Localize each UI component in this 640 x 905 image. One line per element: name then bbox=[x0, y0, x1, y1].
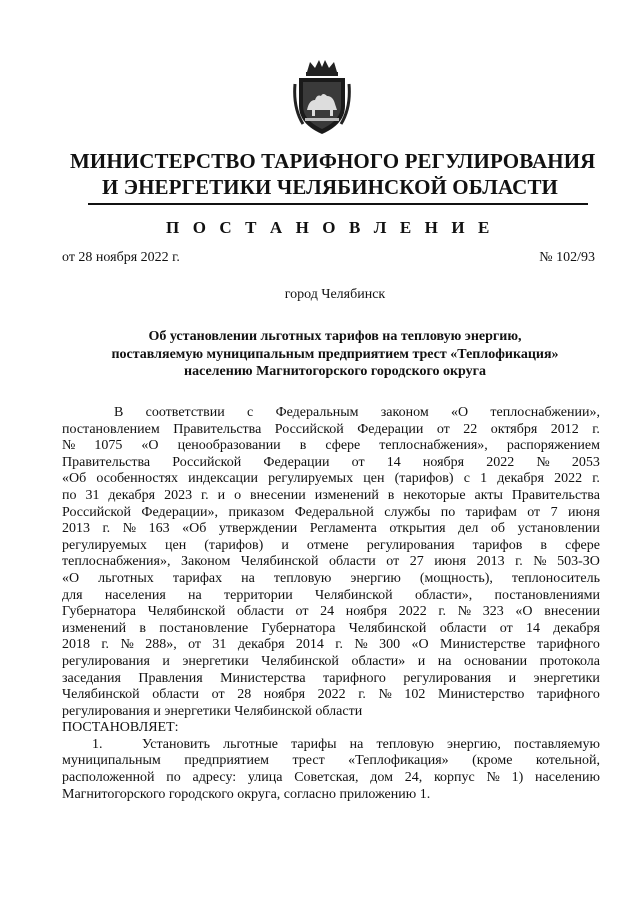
text-line: Правительства Российской Федерации от 14 ноября 2022 № 2053 bbox=[62, 454, 600, 470]
text-line: 2018 г. № 288», от 31 декабря 2014 г. № 300 «О Министерстве тарифного bbox=[62, 637, 600, 653]
subject-line-1: Об установлении льготных тарифов на тепловую энергию, bbox=[148, 329, 522, 344]
text-line: регулирования и энергетики Челябинской области» и на основании протокола bbox=[62, 653, 600, 669]
text-line: заседания Правления Министерства тарифного регулирования и энергетики bbox=[62, 670, 600, 686]
text-line: изменений в постановление Губернатора Челябинской области от 14 декабря bbox=[62, 620, 600, 636]
preamble-paragraph bbox=[62, 405, 600, 720]
text-line: 1. Установить льготные тарифы на тепловую энергию, поставляемую bbox=[92, 736, 600, 752]
text-line: «Об особенностях индексации регулируемых цен (тарифов) с 1 декабря 2022 г. bbox=[62, 471, 600, 487]
document-body bbox=[62, 405, 600, 803]
text-line: «О льготных тарифах на тепловую энергию (мощность), теплоноситель bbox=[62, 570, 600, 586]
ministry-name-line-1: МИНИСТЕРСТВО ТАРИФНОГО РЕГУЛИРОВАНИЯ bbox=[70, 149, 596, 173]
text-line: Российской Федерации», приказом Федеральной службы по тарифам от 7 июня bbox=[62, 504, 600, 520]
text-line: 2013 г. № 163 «Об утверждении Регламента открытия дел об установлении bbox=[62, 521, 600, 537]
text-line: по 31 декабря 2023 г. и о внесении изменений в некоторые акты Правительства bbox=[62, 487, 600, 503]
item-number: 1. bbox=[92, 736, 103, 752]
text-line: регулируемых цен (тарифов) и отмене регулирования тарифов в сфере bbox=[62, 537, 600, 553]
text-line: расположенной по адресу: улица Советская, дом 24, корпус № 1) населению bbox=[62, 770, 600, 786]
text-line: регулирования и энергетики Челябинской области bbox=[62, 703, 363, 719]
item-1-paragraph bbox=[62, 736, 600, 803]
document-date: от 28 ноября 2022 г. bbox=[62, 250, 180, 265]
text-line: Магнитогорского городского округа, согласно приложению 1. bbox=[62, 786, 431, 802]
resolves-line bbox=[62, 720, 600, 737]
text-line: для населения на территории Челябинской области», постановлениями bbox=[62, 587, 600, 603]
coat-of-arms-icon bbox=[293, 58, 351, 136]
text-line: постановлением Правительства Российской Федерации от 22 октября 2012 г. bbox=[62, 421, 600, 437]
document-number: № 102/93 bbox=[539, 250, 595, 265]
subject-line-3: населению Магнитогорского городского округа bbox=[184, 364, 486, 379]
text-line: Губернатора Челябинской области от 24 ноября 2022 г. № 323 «О внесении bbox=[62, 604, 600, 620]
ministry-name-line-2: И ЭНЕРГЕТИКИ ЧЕЛЯБИНСКОЙ ОБЛАСТИ bbox=[102, 175, 558, 199]
text-line: № 1075 «О ценообразовании в сфере теплоснабжения», распоряжением bbox=[62, 438, 600, 454]
ministry-name bbox=[70, 148, 596, 200]
text-line: В соответствии с Федеральным законом «О теплоснабжении», bbox=[114, 405, 600, 420]
document-city: город Челябинск bbox=[284, 287, 386, 302]
resolves-word: ПОСТАНОВЛЯЕТ: bbox=[62, 720, 179, 736]
document-subject bbox=[70, 328, 600, 381]
subject-line-2: поставляемую муниципальным предприятием трест «Теплофикация» bbox=[111, 346, 559, 362]
text-line: Челябинской области от 28 ноября 2022 г. № 102 Министерство тарифного bbox=[62, 687, 600, 703]
header-divider bbox=[88, 203, 588, 205]
document-type-title: П О С Т А Н О В Л Е Н И Е bbox=[166, 218, 494, 237]
text-line: теплоснабжения», Законом Челябинской области от 27 июня 2013 г. № 503-ЗО bbox=[62, 554, 600, 570]
text-line: муниципальным предприятием трест «Теплофикация» (кроме котельной, bbox=[62, 753, 600, 769]
